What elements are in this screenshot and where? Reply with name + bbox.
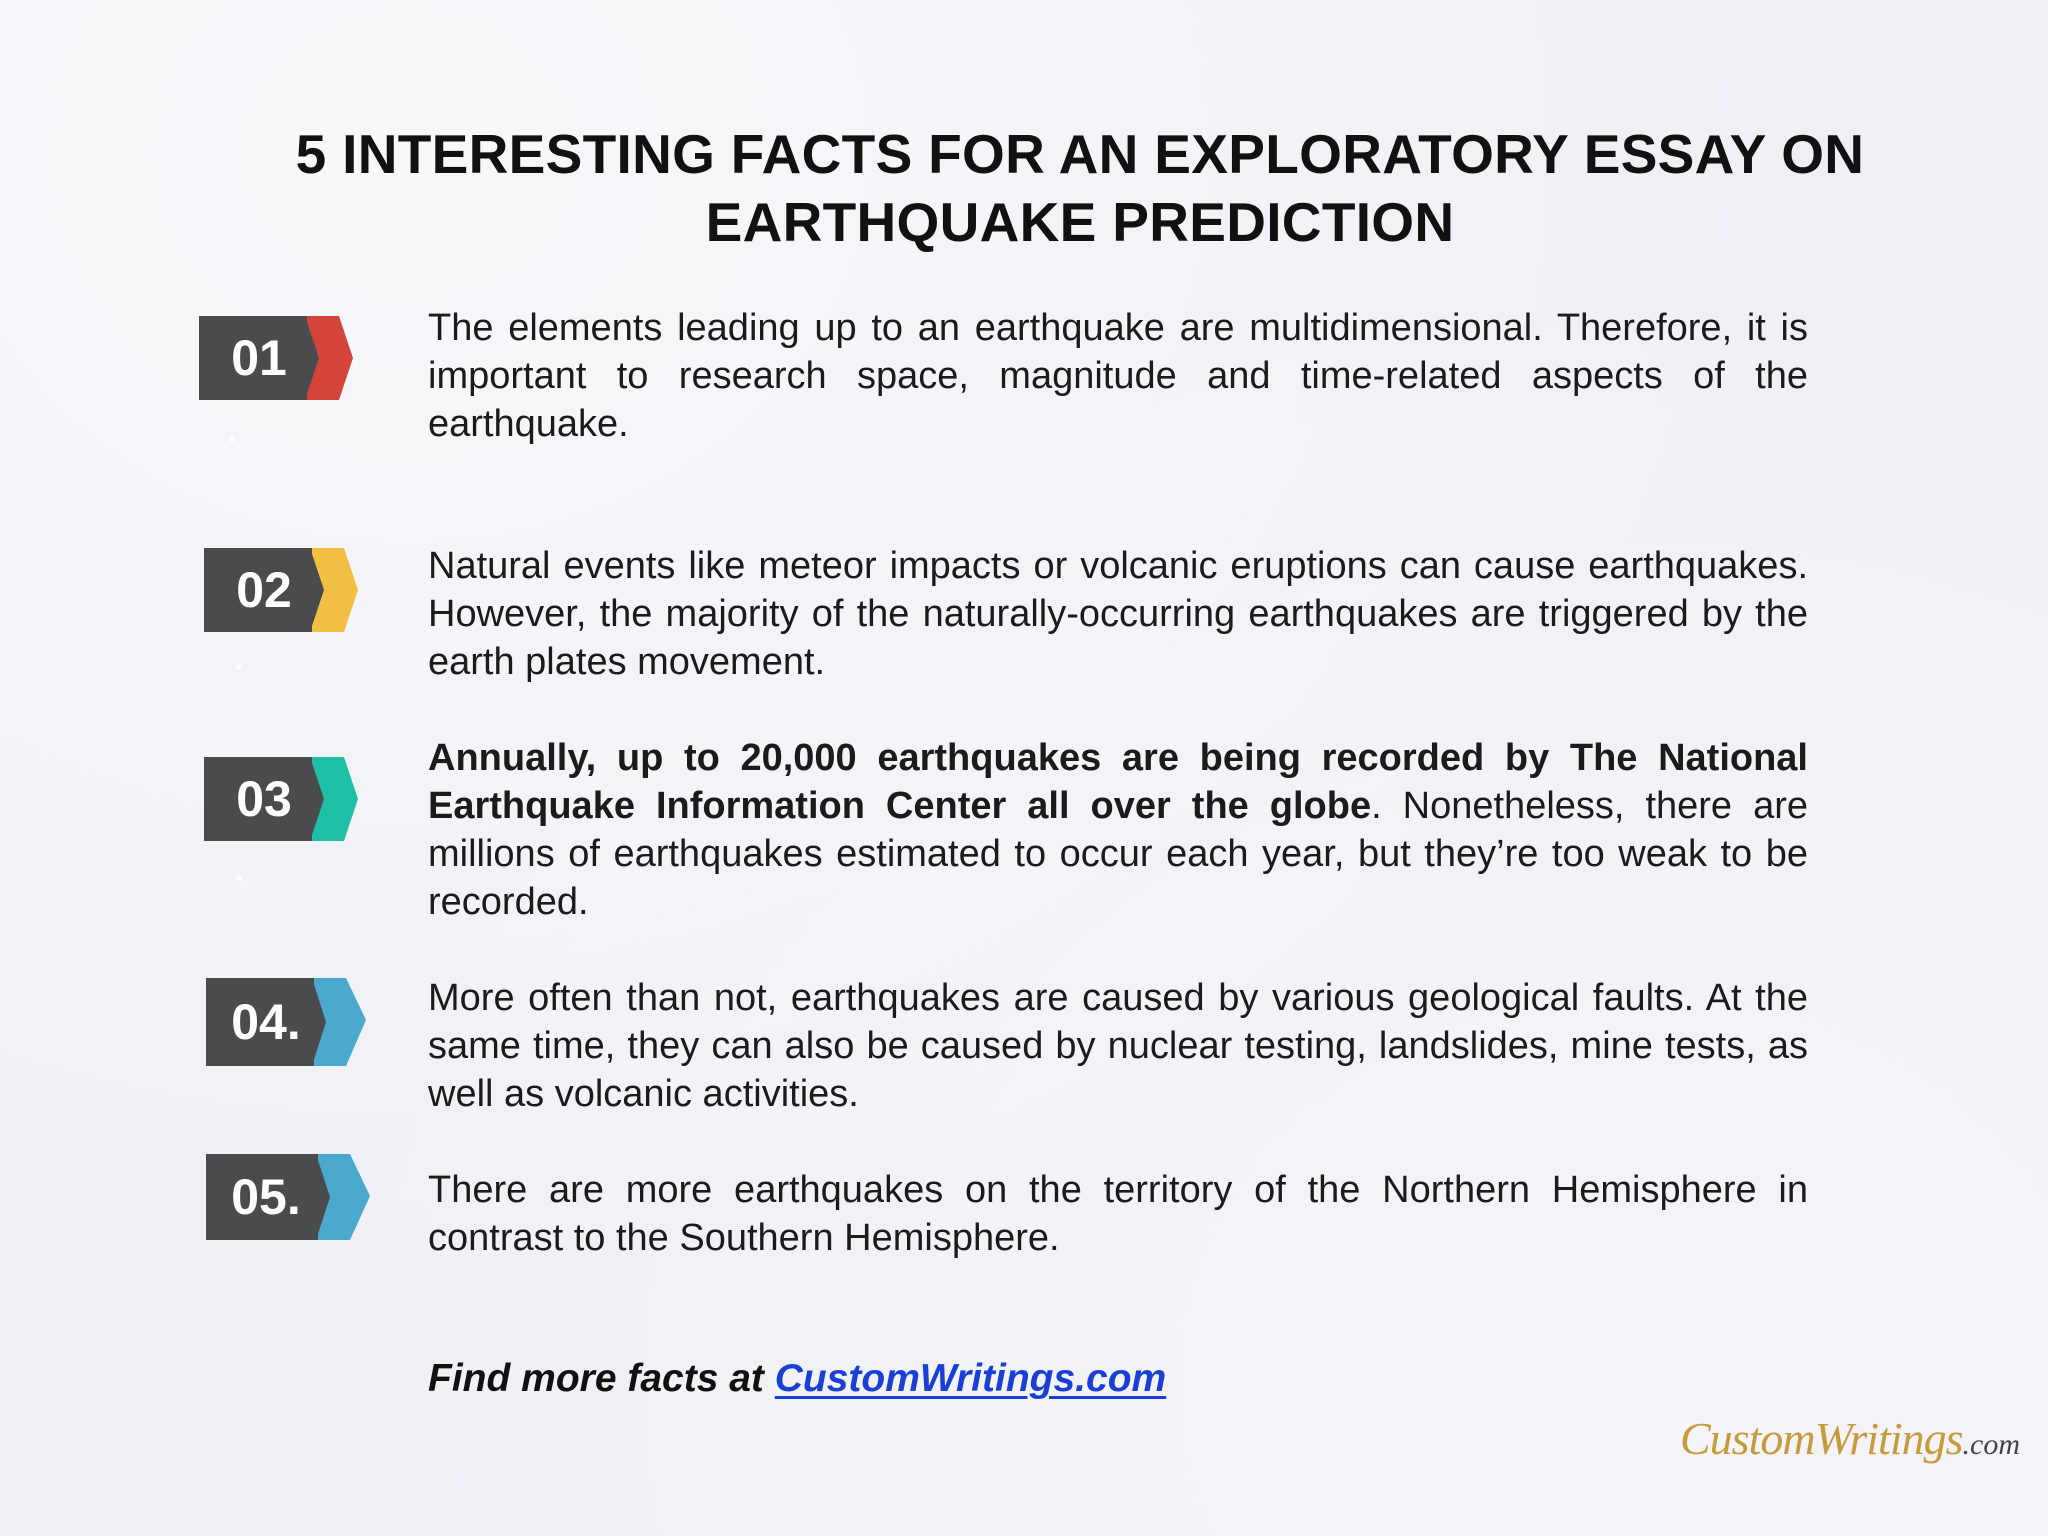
badge-dot [236,875,242,881]
brand-logo [1680,1412,2020,1472]
title-line-1: 5 INTERESTING FACTS FOR AN EXPLORATORY ESSAY ON [295,123,1865,185]
fact-text-02: Natural events like meteor impacts or volcanic eruptions can cause earthquakes. However, the majority of the naturally-occurring earthquakes are triggered by the earth plates movement. [428,545,1808,683]
fact-badge-05 [206,1154,366,1238]
fact-text-01: The elements leading up to an earthquake are multidimensional. Therefore, it is important to research space, magnitude and time-related aspects of the earthquake. [428,307,1808,445]
fact-text-03 [428,734,1808,926]
page-title [230,120,1930,256]
fact-number: 04. [231,994,301,1050]
footer-line [428,1354,1166,1404]
fact-number: 05. [231,1169,301,1225]
fact-badge-02 [204,548,364,632]
fact-text-03-regular: . Nonetheless, there are millions of earthquakes estimated to occur each year, but they’re too weak to be recorded. [428,785,1808,923]
badge-dot [236,664,242,670]
footer-prefix: Find more facts at [428,1357,775,1400]
badge-dot [229,436,235,442]
customwritings-link[interactable]: CustomWritings.com [774,1357,1167,1400]
fact-badge-03 [204,757,364,841]
fact-badge-01 [199,316,359,400]
fact-text-03-bold: Annually, up to 20,000 earthquakes are being recorded by The National Earthquake Information Center all over the globe [428,737,1808,827]
fact-badge-04 [206,978,366,1062]
fact-number: 03 [236,771,292,827]
fact-number: 01 [231,330,287,386]
logo-script: CustomWritings [1680,1413,1963,1464]
fact-text-04: More often than not, earthquakes are caused by various geological faults. At the same time, they can also be caused by nuclear testing, landslides, mine tests, as well as volcanic activities. [428,977,1808,1115]
fact-text-05: There are more earthquakes on the territory of the Northern Hemisphere in contrast to the Southern Hemisphere. [428,1169,1808,1259]
logo-tld: .com [1962,1428,2020,1461]
fact-number: 02 [236,562,292,618]
title-line-2: EARTHQUAKE PREDICTION [705,191,1455,253]
